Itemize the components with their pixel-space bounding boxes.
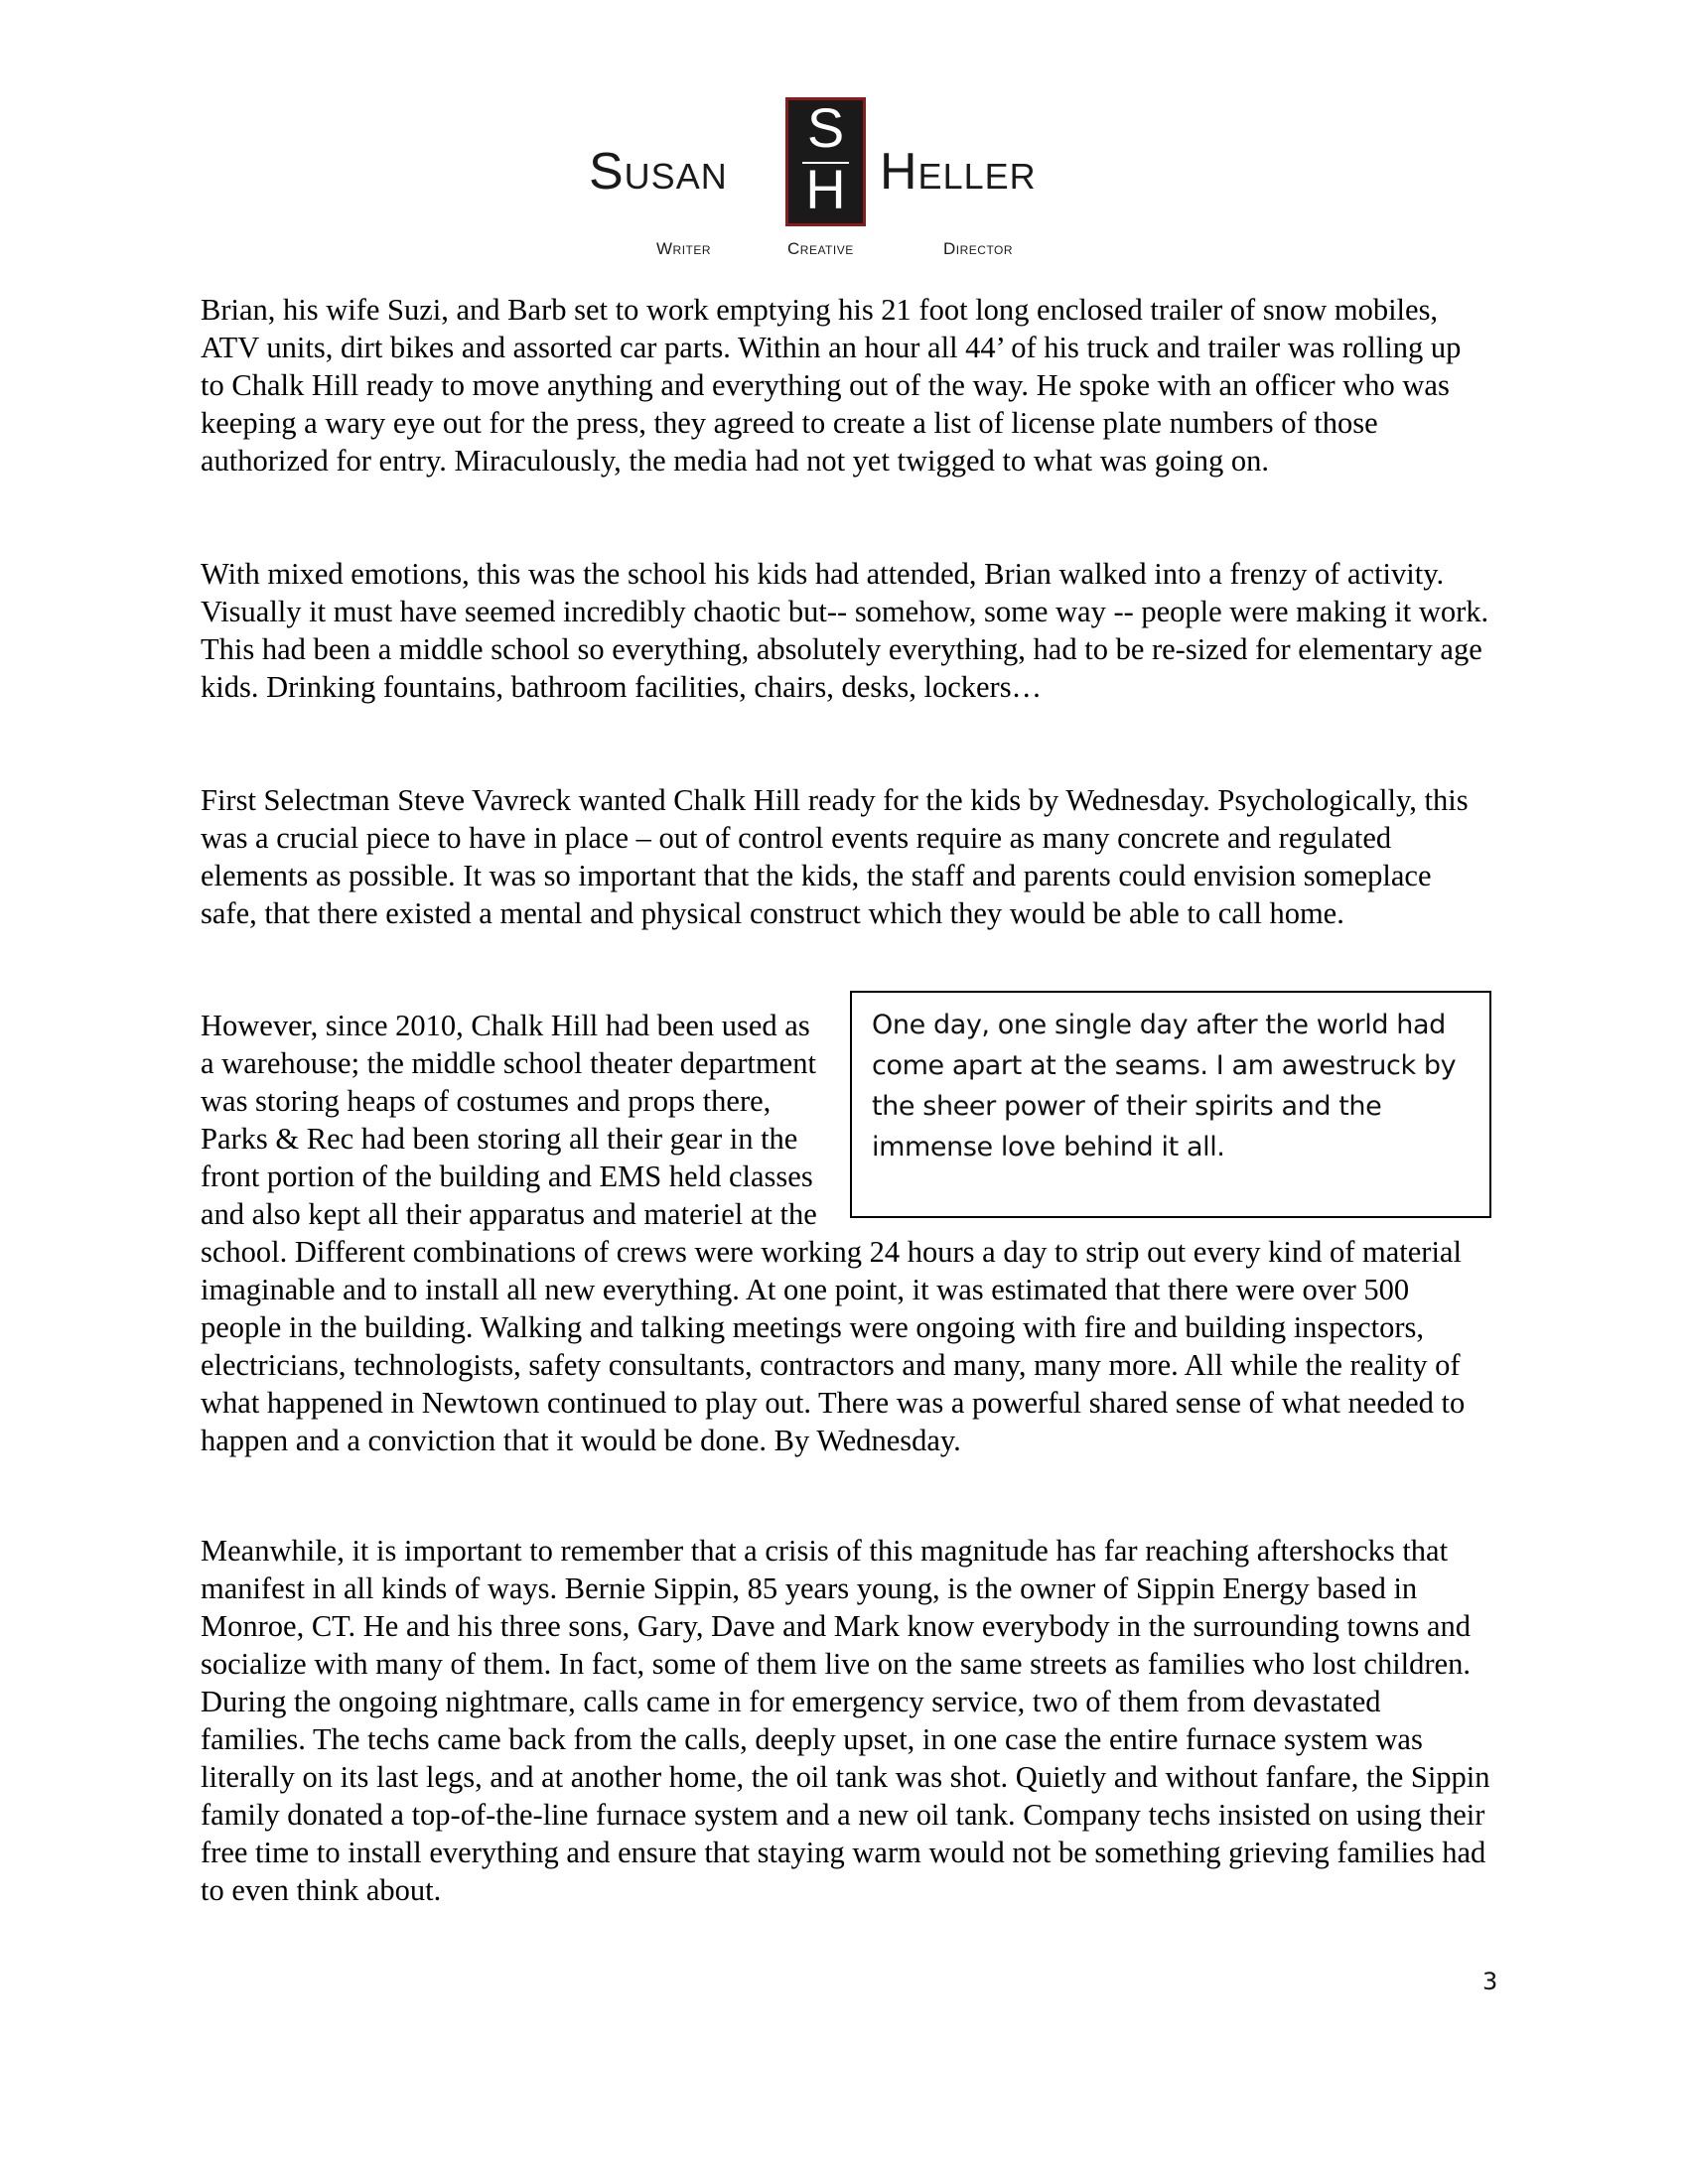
logo-letter-s: S: [806, 96, 845, 159]
letterhead-role-writer: Writer: [656, 239, 712, 258]
letterhead-first-name: Susan: [589, 143, 728, 201]
pull-quote-box: One day, one single day after the world had come apart at the seams. I am awestruck by the sheer power of their spirits and the immense love behind it all.: [850, 991, 1491, 1218]
letterhead: [0, 94, 1688, 273]
body-paragraph: Brian, his wife Suzi, and Barb set to work emptying his 21 foot long enclosed trailer of snow mobiles, ATV units, dirt bikes and assorted car parts. Within an hour all 44’ of his truck and trailer was rolling up to Chalk Hill ready to move anything and everything out of the way. He spoke with an officer who was keeping a wary eye out for the press, they agreed to create a list of license plate numbers of those authorized for entry. Miraculously, the media had not yet twigged to what was going on.: [201, 293, 1462, 478]
page-number: 3: [1482, 1968, 1498, 1995]
paragraph-with-callout: [201, 1007, 1491, 1459]
body-paragraph: Meanwhile, it is important to remember that a crisis of this magnitude has far reaching aftershocks that manifest in all kinds of ways. Bernie Sippin, 85 years young, is the owner of Sippin Energy based in Monroe, CT. He and his three sons, Gary, Dave and Mark know everybody in the surrounding towns and socialize with many of them. In fact, some of them live on the same streets as families who lost children. During the ongoing nightmare, calls came in for emergency service, two of them from devastated families. The techs came back from the calls, deeply upset, in one case the entire furnace system was literally on its last legs, and at another home, the oil tank was shot. Quietly and without fanfare, the Sippin family donated a top-of-the-line furnace system and a new oil tank. Company techs insisted on using their free time to install everything and ensure that staying warm would not be something grieving families had to even think about.: [201, 1534, 1490, 1907]
body-paragraph: With mixed emotions, this was the school his kids had attended, Brian walked into a frenzy of activity. Visually it must have seemed incredibly chaotic but-- somehow, some way -- people were making it work. This had been a middle school so everything, absolutely everything, had to be re-sized for elementary age kids. Drinking fountains, bathroom facilities, chairs, desks, lockers…: [201, 557, 1489, 704]
letterhead-role-director: Director: [943, 239, 1014, 258]
logo-letter-h: H: [805, 158, 846, 220]
body-paragraph: However, since 2010, Chalk Hill had been used as a warehouse; the middle school theater department was storing heaps of costumes and props there, Parks & Rec had been storing all their gear in the front portion of the building and EMS held classes and also kept all their apparatus and materiel at the school. Different combinations of crews were working 24 hours a day to strip out every kind of material imaginable and to install all new everything. At one point, it was estimated that there were over 500 people in the building. Walking and talking meetings were ongoing with fire and building inspectors, electricians, technologists, safety consultants, contractors and many, many more. All while the reality of what happened in Newtown continued to play out. There was a powerful shared sense of what needed to happen and a conviction that it would be done. By Wednesday.: [201, 1009, 1466, 1457]
letterhead-last-name: Heller: [880, 143, 1037, 201]
body-paragraph: First Selectman Steve Vavreck wanted Chalk Hill ready for the kids by Wednesday. Psychologically, this was a crucial piece to have in place – out of control events require as many concrete and regulated elements as possible. It was so important that the kids, the staff and parents could envision someplace safe, that there existed a mental and physical construct which they would be able to call home.: [201, 783, 1469, 930]
letterhead-role-creative: Creative: [787, 239, 854, 258]
sh-monogram-logo: [785, 97, 866, 226]
